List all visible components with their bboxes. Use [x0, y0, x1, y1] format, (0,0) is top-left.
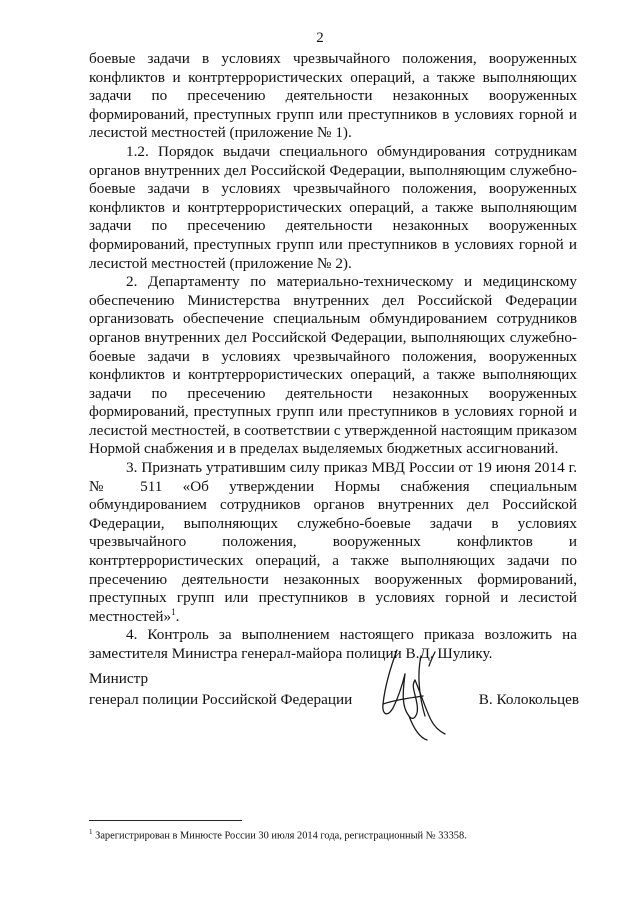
footnote-text: Зарегистрирован в Минюсте России 30 июля 2014 года, регистрационный № 33358.: [95, 830, 467, 842]
signatory-name: В. Колокольцев: [478, 691, 579, 708]
signature-block: [89, 668, 579, 748]
footnote: [89, 826, 579, 842]
paragraph-3: 3. Признать утратившим силу приказ МВД России от 19 июня 2014 г. № 511 «Об утверждении Нормы снабжения специальным обмундированием сотрудников органов внутренних дел Российской Федерации, выполняющих служебно-боевые задачи в условиях чрезвычайного положения, вооруженных конфликтов и контртеррористических операций, а также выполняющих задачи по пресечению деятельности незаконных вооруженных формирований, преступных групп или преступников в условиях горной и лесистой местностей»$^1$.: [89, 459, 577, 625]
page-number: 2: [316, 30, 324, 46]
handwritten-signature-icon: [375, 646, 455, 742]
footnote-reference: 1: [171, 606, 176, 617]
footnote-marker: 1: [89, 828, 93, 836]
footnote-divider: [89, 820, 242, 821]
paragraph-2: 2. Департаменту по материально-техническому и медицинскому обеспечению Министерства внутренних дел Российской Федерации организовать обеспечение специальным обмундированием сотрудников органов внутренних дел Российской Федерации, выполняющих служебно-боевые задачи в условиях чрезвычайного положения, вооруженных конфликтов и контртеррористических операций, а также выполняющих задачи по пресечению деятельности незаконных вооруженных формирований, преступных групп или преступников в условиях горной и лесистой местностей, в соответствии с утвержденной настоящим приказом Нормой снабжения и в пределах выделяемых бюджетных ассигнований.: [89, 273, 577, 458]
signatory-rank: генерал полиции Российской Федерации: [89, 691, 353, 708]
paragraph-continuation: боевые задачи в условиях чрезвычайного положения, вооруженных конфликтов и контртеррористических операций, а также выполняющих задачи по пресечению деятельности незаконных вооруженных формирований, преступных групп или преступников в условиях горной и лесистой местностей (приложение № 1).: [89, 50, 577, 142]
document-body: [89, 50, 577, 664]
signatory-title: Министр: [89, 670, 149, 687]
paragraph-4: 4. Контроль за выполнением настоящего приказа возложить на заместителя Министра генерал-майора полиции В.Д. Шулику.: [89, 626, 577, 662]
paragraph-1-2: 1.2. Порядок выдачи специального обмундирования сотрудникам органов внутренних дел Российской Федерации, выполняющим служебно-боевые задачи в условиях чрезвычайного положения, вооруженных конфликтов и контртеррористических операций, а также выполняющим задачи по пресечению деятельности незаконных вооруженных формирований, преступных групп или преступников в условиях горной и лесистой местностей (приложение № 2).: [89, 142, 577, 272]
paragraph-3-text: 3. Признать утратившим силу приказ МВД России от 19 июня 2014 г. № 511 «Об утверждении Нормы снабжения специальным обмундированием сотрудников органов внутренних дел Российской Федерации, выполняющих служебно-боевые задачи в условиях чрезвычайного положения, вооруженных конфликтов и контртеррористических операций, а также выполняющих задачи по пресечению деятельности незаконных вооруженных формирований, преступных групп или преступников в условиях горной и лесистой местностей»: [89, 459, 577, 625]
